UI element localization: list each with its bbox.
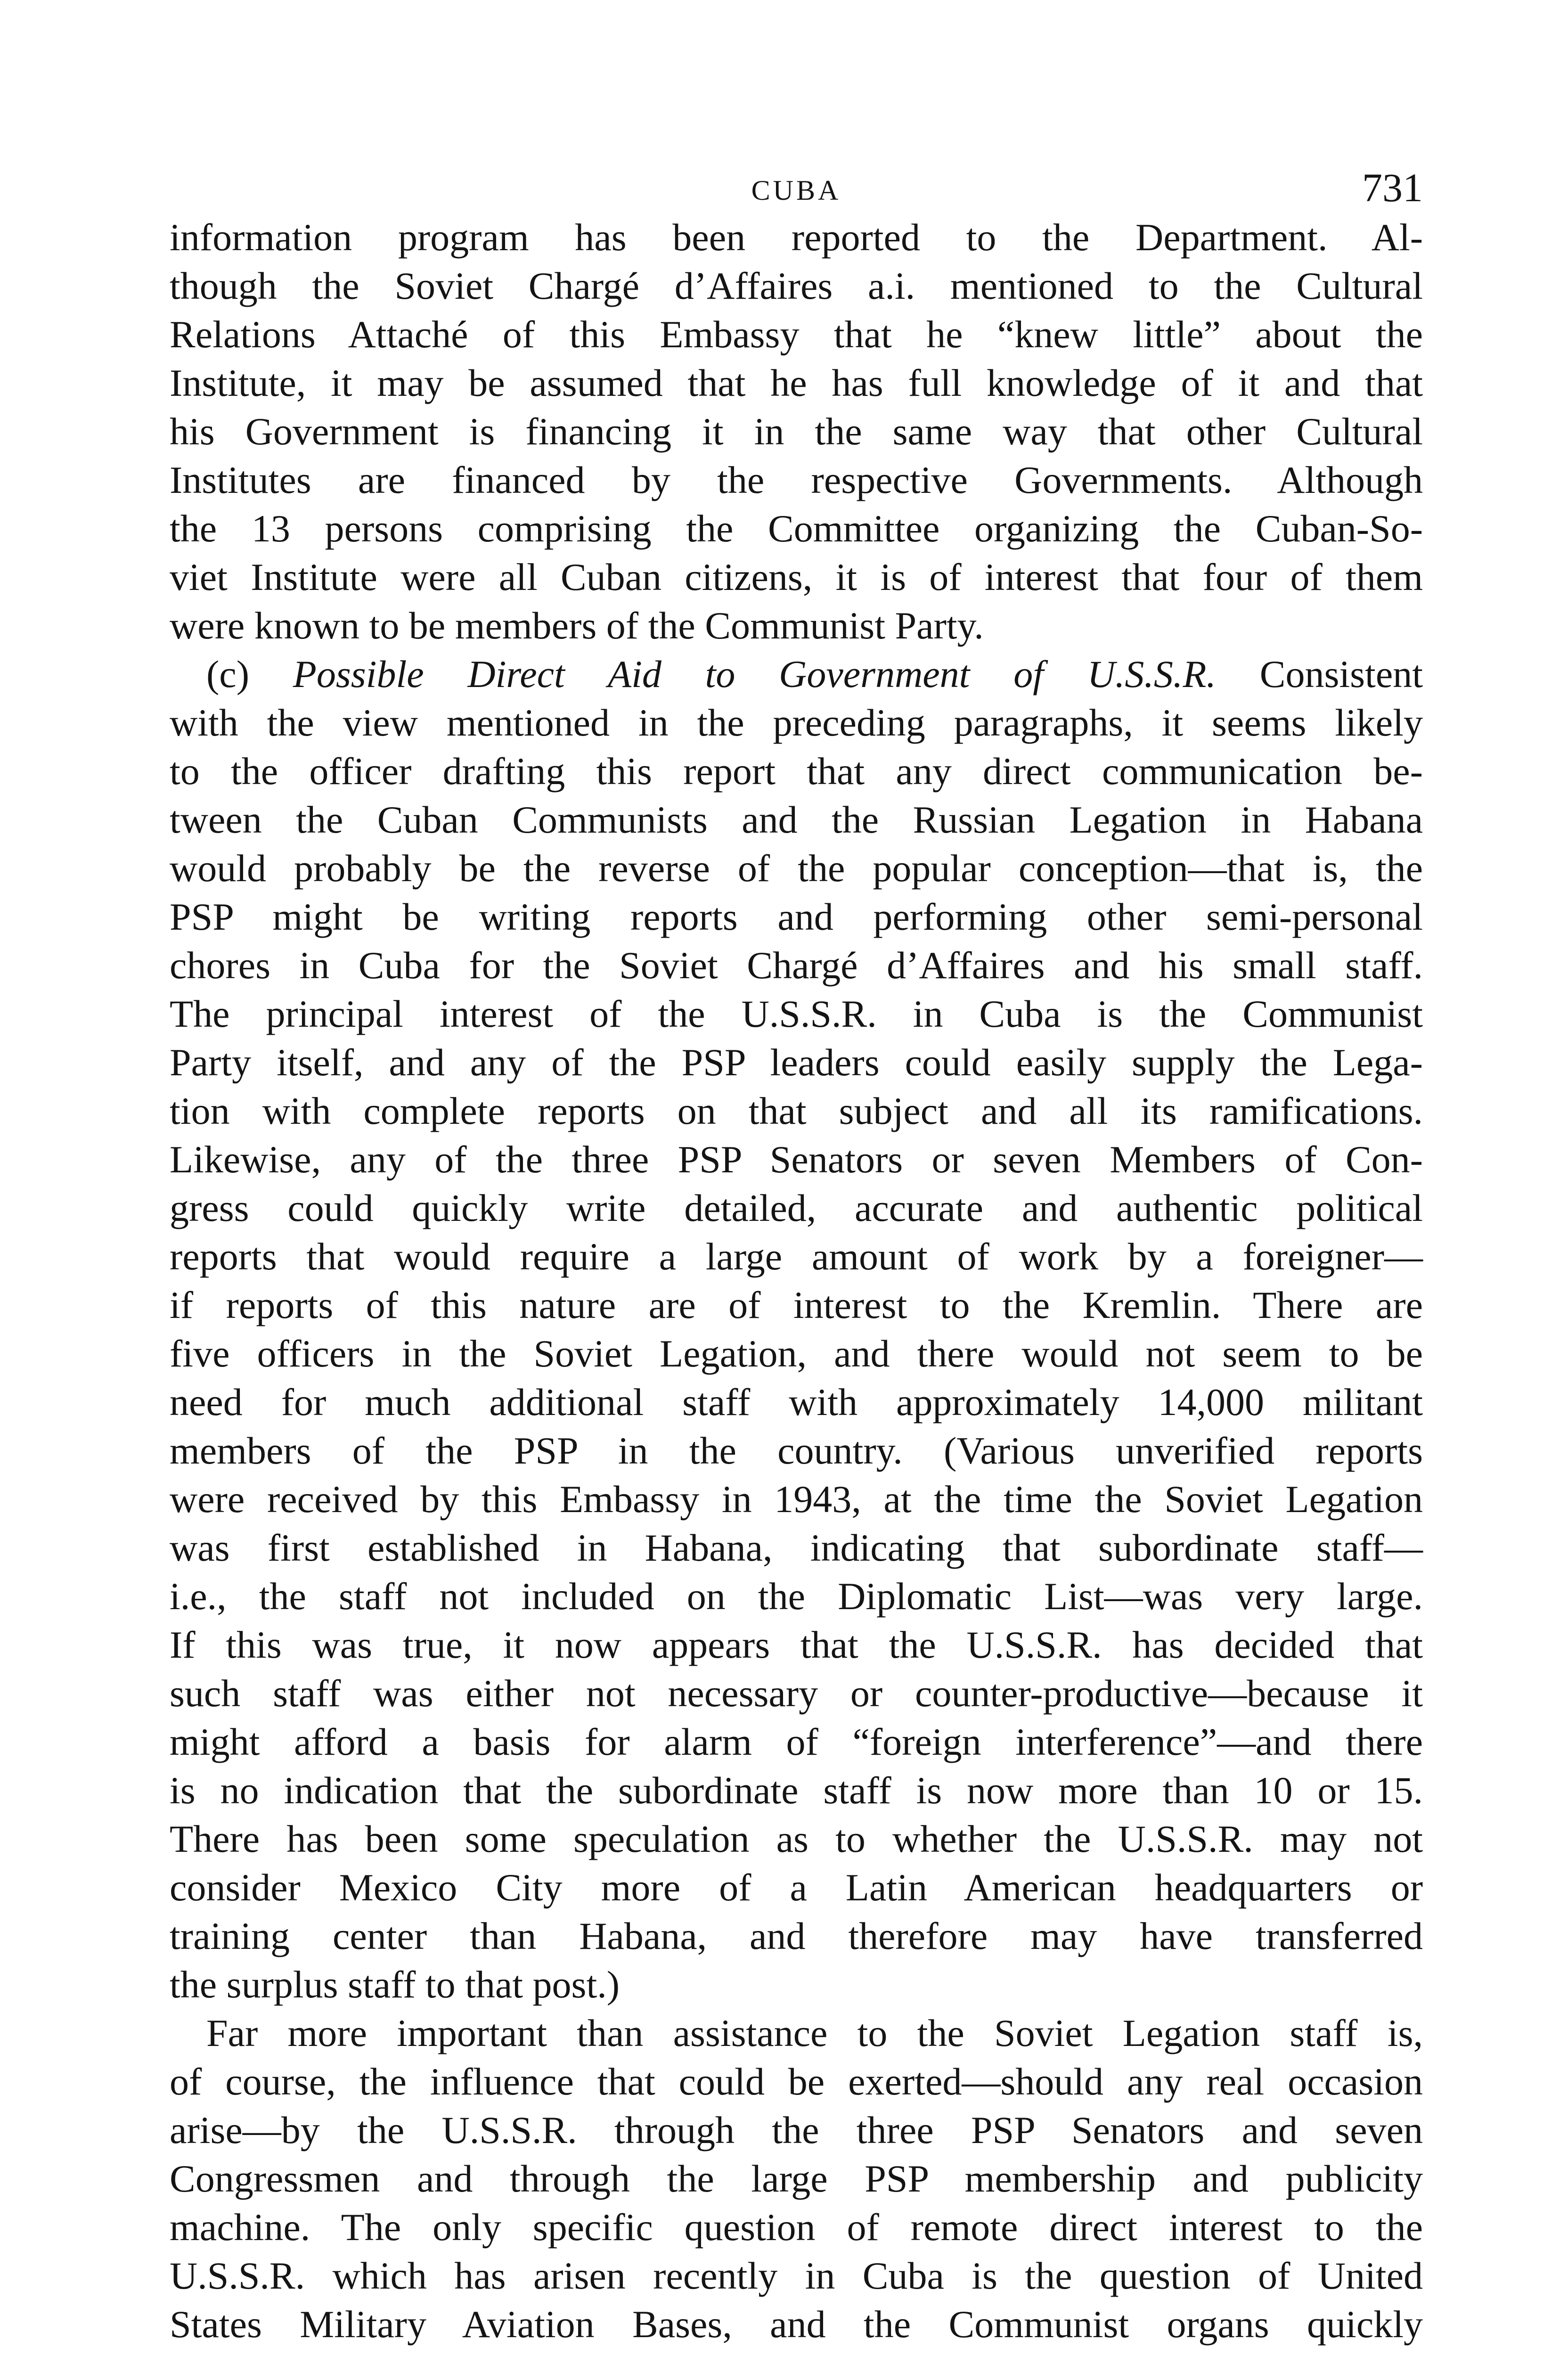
text-line: the 13 persons comprising the Committee organizing the Cuban-So- [170, 507, 1423, 550]
text-line: with the view mentioned in the preceding paragraphs, it seems likely [170, 701, 1423, 744]
text-line: was first established in Habana, indicating that subordinate staff— [170, 1526, 1423, 1569]
text-line: is no indication that the subordinate staff is now more than 10 or 15. [170, 1769, 1423, 1812]
text-line: information program has been reported to the Department. Al- [170, 216, 1423, 259]
text-line: The principal interest of the U.S.S.R. in Cuba is the Communist [170, 992, 1423, 1035]
page-number: 731 [1362, 165, 1423, 210]
text-line: Far more important than assistance to the Soviet Legation staff is, [206, 2012, 1423, 2054]
text-line: chores in Cuba for the Soviet Chargé d’Affaires and his small staff. [170, 944, 1423, 987]
text-line: There has been some speculation as to whether the U.S.S.R. may not [170, 1817, 1423, 1860]
section-title: Possible Direct Aid to Government of U.S.S.R. [293, 653, 1217, 695]
text-line: might afford a basis for alarm of “foreign interference”—and there [170, 1720, 1423, 1763]
running-title: CUBA [751, 175, 841, 206]
text-line: Institute, it may be assumed that he has full knowledge of it and that [170, 361, 1423, 404]
text-line: if reports of this nature are of interest to the Kremlin. There are [170, 1284, 1423, 1326]
text-line: States Military Aviation Bases, and the Communist organs quickly [170, 2303, 1423, 2346]
text-line: PSP might be writing reports and performing other semi-personal [170, 895, 1423, 938]
section-text: Consistent [1216, 653, 1423, 695]
text-line: the surplus staff to that post.) [170, 1963, 620, 2006]
text-line: arise—by the U.S.S.R. through the three PSP Senators and seven [170, 2109, 1423, 2151]
text-line: reports that would require a large amount of work by a foreigner— [170, 1235, 1423, 1278]
text-line: Congressmen and through the large PSP membership and publicity [170, 2157, 1423, 2200]
text-line: Relations Attaché of this Embassy that he “knew little” about the [170, 313, 1423, 356]
text-line: If this was true, it now appears that the U.S.S.R. has decided that [170, 1623, 1423, 1666]
text-line: Institutes are financed by the respective Governments. Although [170, 458, 1423, 501]
text-line: Likewise, any of the three PSP Senators or seven Members of Con- [170, 1138, 1423, 1181]
text-line: tween the Cuban Communists and the Russian Legation in Habana [170, 798, 1423, 841]
text-line: viet Institute were all Cuban citizens, it is of interest that four of them [170, 556, 1423, 598]
text-line: of course, the influence that could be exerted—should any real occasion [170, 2060, 1423, 2103]
body-text [170, 213, 1423, 2348]
running-header [170, 160, 1423, 217]
section-label: (c) [206, 653, 293, 695]
text-line: consider Mexico City more of a Latin American headquarters or [170, 1866, 1423, 1909]
text-line: members of the PSP in the country. (Various unverified reports [170, 1429, 1423, 1472]
text-line: though the Soviet Chargé d’Affaires a.i. mentioned to the Cultural [170, 264, 1423, 307]
text-line: U.S.S.R. which has arisen recently in Cuba is the question of United [170, 2254, 1423, 2297]
text-line: were received by this Embassy in 1943, at the time the Soviet Legation [170, 1478, 1423, 1521]
text-line: training center than Habana, and therefore may have transferred [170, 1914, 1423, 1957]
text-line: i.e., the staff not included on the Diplomatic List—was very large. [170, 1575, 1423, 1618]
text-line: Party itself, and any of the PSP leaders could easily supply the Lega- [170, 1041, 1423, 1084]
section-heading-line [170, 650, 1423, 698]
text-line: to the officer drafting this report that any direct communication be- [170, 750, 1423, 793]
text-line: were known to be members of the Communist Party. [170, 604, 984, 647]
text-line: five officers in the Soviet Legation, and there would not seem to be [170, 1332, 1423, 1375]
text-line: tion with complete reports on that subject and all its ramifications. [170, 1089, 1423, 1132]
text-line: gress could quickly write detailed, accurate and authentic political [170, 1186, 1423, 1229]
text-line: need for much additional staff with approximately 14,000 militant [170, 1381, 1423, 1423]
text-line: machine. The only specific question of remote direct interest to the [170, 2206, 1423, 2249]
text-line: his Government is financing it in the same way that other Cultural [170, 410, 1423, 453]
document-page [170, 160, 1423, 2348]
text-line: would probably be the reverse of the popular conception—that is, the [170, 847, 1423, 890]
text-line: such staff was either not necessary or counter-productive—because it [170, 1672, 1423, 1715]
